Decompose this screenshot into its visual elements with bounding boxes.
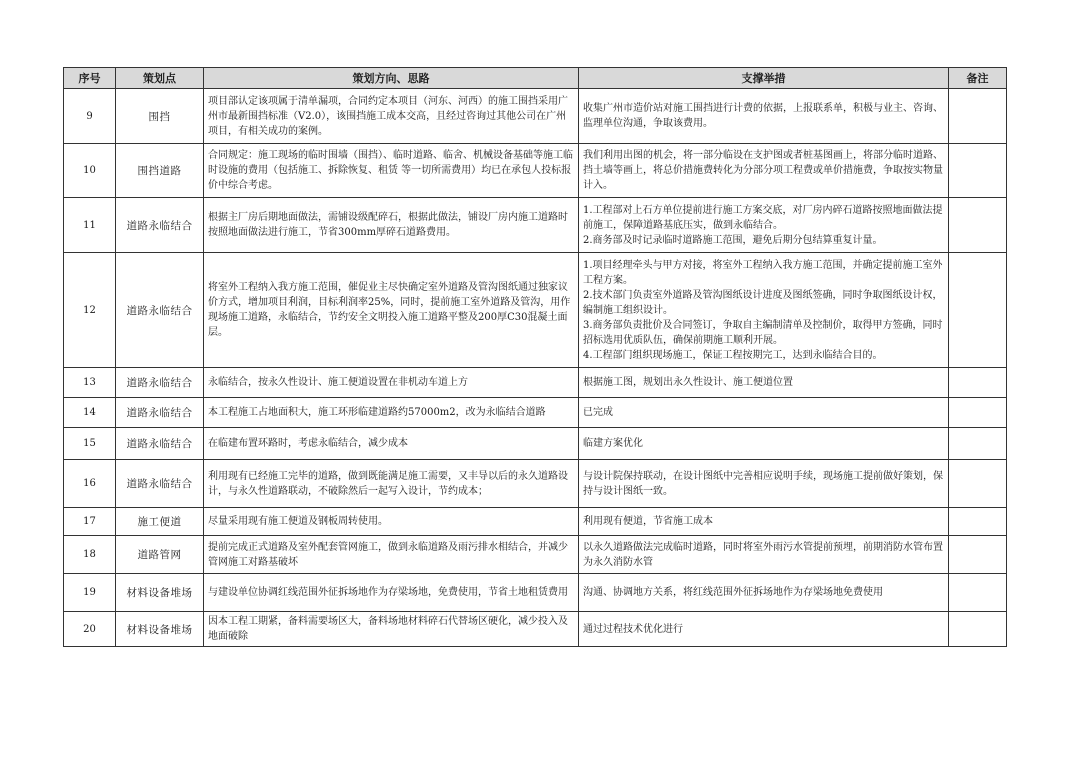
support-measures [579,574,949,612]
table-row [64,428,1007,460]
remarks-cell [949,198,1007,253]
row-number: 17 [64,508,116,536]
table-row [64,198,1007,253]
planning-point: 道路永临结合 [116,253,204,368]
planning-direction: 将室外工程纳入我方施工范围，催促业主尽快确定室外道路及管沟图纸通过独家议价方式，增加项目利润，目标利润率25%，同时，提前施工室外道路及管沟，用作现场施工道路，永临结合，节约安全文明投入施工道路平整及200厚C30混凝土面层。 [204,253,579,368]
remarks-cell [949,253,1007,368]
measure-line: 收集广州市造价站对施工围挡进行计费的依据，上报联系单，积极与业主、咨询、监理单位沟通，争取该费用。 [583,103,943,129]
support-measures [579,198,949,253]
planning-point: 围挡 [116,89,204,144]
row-number: 10 [64,144,116,198]
row-number: 14 [64,398,116,428]
support-measures [579,253,949,368]
measure-line: 临建方案优化 [583,438,643,449]
header-measures: 支撑举措 [579,68,949,89]
planning-point: 施工便道 [116,508,204,536]
table-row [64,398,1007,428]
planning-point: 材料设备堆场 [116,612,204,647]
header-planning-point: 策划点 [116,68,204,89]
planning-point: 道路永临结合 [116,398,204,428]
measure-line: 2.技术部门负责室外道路及管沟图纸设计进度及图纸签确，同时争取图纸设计权，编制施工组织设计。 [583,289,943,316]
support-measures [579,536,949,574]
planning-point: 道路管网 [116,536,204,574]
support-measures [579,368,949,398]
table-header-row [64,68,1007,89]
planning-direction: 本工程施工占地面积大，施工环形临建道路约57000m2，改为永临结合道路 [204,398,579,428]
table-row [64,89,1007,144]
row-number: 15 [64,428,116,460]
measure-line: 与设计院保持联动，在设计图纸中完善相应说明手续，现场施工提前做好策划，保持与设计图纸一致。 [583,470,943,497]
planning-direction: 在临建布置环路时，考虑永临结合，减少成本 [204,428,579,460]
remarks-cell [949,144,1007,198]
table-row [64,368,1007,398]
table-row [64,536,1007,574]
support-measures [579,398,949,428]
table-row [64,508,1007,536]
measure-line: 根据施工图，规划出永久性设计、施工便道位置 [583,377,793,388]
planning-point: 道路永临结合 [116,198,204,253]
planning-direction: 尽量采用现有施工便道及钢板周转使用。 [204,508,579,536]
row-number: 20 [64,612,116,647]
measure-line: 1.工程部对上石方单位提前进行施工方案交底，对厂房内碎石道路按照地面做法提前施工，保障道路基底压实，做到永临结合。 [583,204,943,231]
measure-line: 2.商务部及时记录临时道路施工范围，避免后期分包结算重复计量。 [583,234,883,246]
table-row [64,460,1007,508]
row-number: 18 [64,536,116,574]
row-number: 9 [64,89,116,144]
measure-line: 已完成 [583,407,613,418]
table-row [64,144,1007,198]
remarks-cell [949,612,1007,647]
header-no: 序号 [64,68,116,89]
support-measures [579,508,949,536]
planning-direction: 永临结合，按永久性设计、施工便道设置在非机动车道上方 [204,368,579,398]
remarks-cell [949,398,1007,428]
planning-direction: 合同规定：施工现场的临时围墙（围挡）、临时道路、临舍、机械设备基础等施工临时设施的费用（包括施工、拆除恢复、租赁 等一切所需费用）均已在承包人投标报价中综合考虑。 [204,144,579,198]
support-measures [579,460,949,508]
measure-line: 沟通、协调地方关系，将红线范围外征拆场地作为存梁场地免费使用 [583,587,883,598]
remarks-cell [949,536,1007,574]
planning-direction: 利用现有已经施工完毕的道路，做到既能满足施工需要，又丰导以后的永久道路设计，与永久性道路联动，不破除然后一起写入设计，节约成本； [204,460,579,508]
support-measures [579,144,949,198]
remarks-cell [949,89,1007,144]
measure-line: 我们利用出图的机会，将一部分临设在支护图或者桩基图画上，将部分临时道路、挡土墙等画上，将总价措施费转化为分部分项工程费或单价措施费，争取按实物量计入。 [583,150,943,191]
row-number: 13 [64,368,116,398]
measure-line: 3.商务部负责批价及合同签订，争取自主编制清单及控制价，取得甲方签确，同时招标选用优质队伍，确保前期施工顺利开展。 [583,319,943,346]
row-number: 11 [64,198,116,253]
planning-point: 材料设备堆场 [116,574,204,612]
row-number: 16 [64,460,116,508]
support-measures [579,89,949,144]
row-number: 19 [64,574,116,612]
remarks-cell [949,460,1007,508]
header-direction: 策划方向、思路 [204,68,579,89]
support-measures [579,428,949,460]
row-number: 12 [64,253,116,368]
planning-direction: 提前完成正式道路及室外配套管网施工，做到永临道路及雨污排水相结合，并减少管网施工对路基破坏 [204,536,579,574]
planning-point: 道路永临结合 [116,368,204,398]
table-row [64,574,1007,612]
measure-line: 以永久道路做法完成临时道路，同时将室外雨污水管提前预埋，前期消防水管布置为永久消防水管 [583,541,943,568]
header-remarks: 备注 [949,68,1007,89]
support-measures [579,612,949,647]
remarks-cell [949,428,1007,460]
measure-line: 4.工程部门组织现场施工，保证工程按期完工，达到永临结合目的。 [583,349,883,361]
remarks-cell [949,508,1007,536]
plan-sheet [63,67,1006,647]
planning-point: 围挡道路 [116,144,204,198]
planning-direction: 项目部认定该项属于清单漏项，合同约定本项目（河东、河西）的施工围挡采用广州市最新围挡标准（V2.0），该围挡施工成本交高，且经过咨询过其他公司在广州项目，有相关成功的案例。 [204,89,579,144]
planning-point: 道路永临结合 [116,428,204,460]
planning-direction: 因本工程工期紧，备料需要场区大，备料场地材料碎石代替场区硬化，减少投入及地面破除 [204,612,579,647]
planning-table [63,67,1007,647]
table-row [64,253,1007,368]
remarks-cell [949,368,1007,398]
measure-line: 1.项目经理牵头与甲方对接，将室外工程纳入我方施工范围，并确定提前施工室外工程方案。 [583,259,943,286]
table-row [64,612,1007,647]
measure-line: 通过过程技术优化进行 [583,623,683,635]
measure-line: 利用现有便道，节省施工成本 [583,516,713,527]
planning-direction: 根据主厂房后期地面做法，需铺设级配碎石，根据此做法，铺设厂房内施工道路时按照地面做法进行施工，节省300mm厚碎石道路费用。 [204,198,579,253]
remarks-cell [949,574,1007,612]
planning-direction: 与建设单位协调红线范围外征拆场地作为存梁场地，免费使用，节省土地租赁费用 [204,574,579,612]
planning-point: 道路永临结合 [116,460,204,508]
